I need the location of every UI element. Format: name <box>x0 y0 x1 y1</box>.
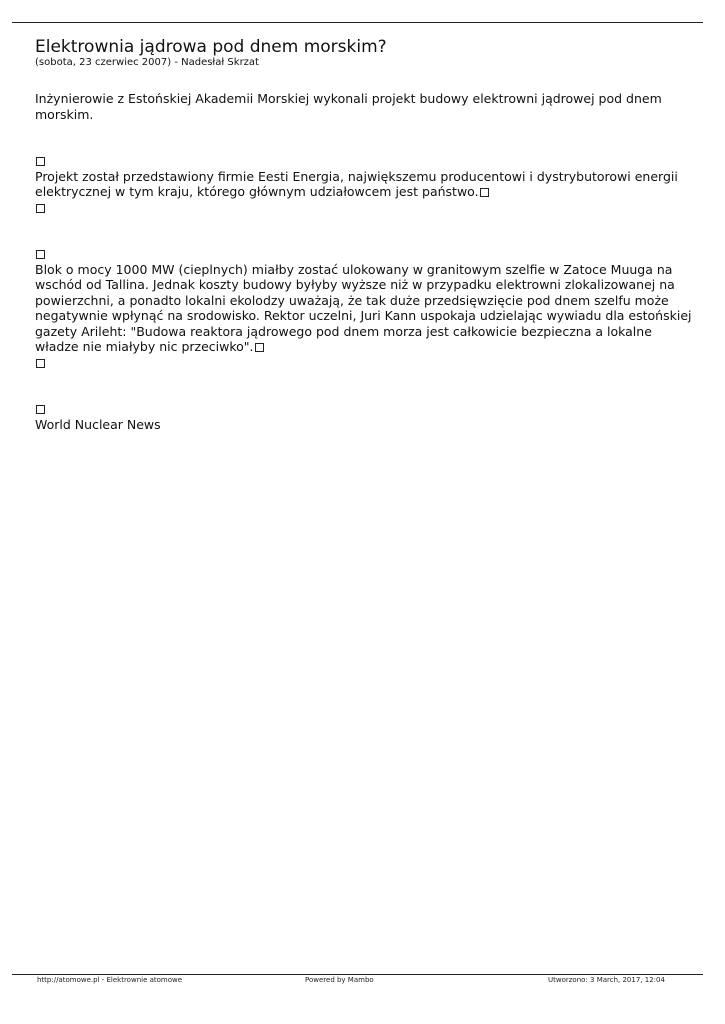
paragraph-1: Projekt został przedstawiony firmie Eesti Energia, największemu producentowi i dystrybutorowi energii elektrycznej w tym kraju, którego głównym udziałowcem jest państwo. <box>35 168 678 199</box>
paragraph-block-1 <box>35 153 695 215</box>
article <box>35 37 695 432</box>
article-lead: Inżynierowie z Estońskiej Akademii Morskiej wykonali projekt budowy elektrowni jądrowej pod dnem morskim. <box>35 91 662 122</box>
footer-powered: Powered by Mambo <box>305 976 374 984</box>
paragraph-2: Blok o mocy 1000 MW (cieplnych) miałby zostać ulokowany w granitowym szelfie w Zatoce Muuga na wschód od Tallina. Jednak koszty budowy byłyby wyższe niż w przypadku elektrowni zlokalizowanej na powierzchni, a ponadto lokalni ekolodzy uważają, że tak duże przedsięwzięcie pod dnem szelfu może negatywnie wpłynąć na srodowisko. Rektor uczelni, Juri Kann uspokaja udzielając wywiadu dla estońskiej gazety Arileht: "Budowa reaktora jądrowego pod dnem morza jest całkowicie bezpieczna a lokalne władze nie miałyby nic przeciwko". <box>35 261 692 354</box>
placeholder-box-icon <box>36 157 45 166</box>
placeholder-box-icon <box>36 250 45 259</box>
footer-site: http://atomowe.pl - Elektrownie atomowe <box>37 976 183 984</box>
paragraph-block-2 <box>35 246 695 370</box>
footer-created: Utworzono: 3 March, 2017, 12:04 <box>548 976 665 984</box>
placeholder-box-icon <box>36 405 45 414</box>
top-rule <box>12 22 703 23</box>
footer-rule <box>12 974 703 975</box>
source-block <box>35 401 695 432</box>
article-source: World Nuclear News <box>35 416 161 432</box>
placeholder-box-icon <box>36 359 45 368</box>
placeholder-box-icon <box>255 343 264 352</box>
article-meta: (sobota, 23 czerwiec 2007) - Nadesłał Skrzat <box>35 57 259 68</box>
placeholder-box-icon <box>480 188 489 197</box>
placeholder-box-icon <box>36 204 45 213</box>
article-title: Elektrownia jądrowa pod dnem morskim? <box>35 37 387 57</box>
